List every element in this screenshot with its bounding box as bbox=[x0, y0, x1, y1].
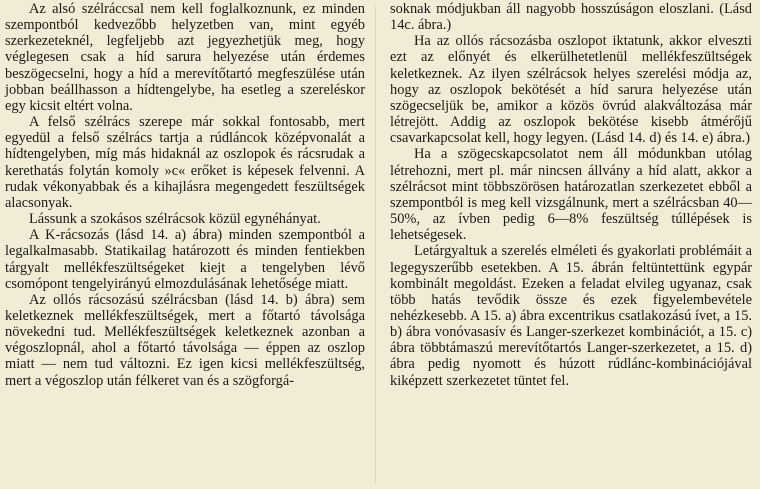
paragraph-continuation: soknak módjukban áll nagyobb hosszúságon eloszlani. (Lásd 14c. ábra.) bbox=[390, 1, 752, 34]
paragraph-scissor-bracing: Az ollós rácsozású szélrácsban (lásd 14. b) ábra) sem keletkeznek mellékfeszültségek, mert a főtartó távolsága növekedni tud. Mellékfeszültségek keletkeznek azonban a végoszlopnál, ahol a főtartó távolsága — éppen az oszlop miatt — nem tud változni. Ez igen kicsi mellékfeszültség, mert a végoszlop után félkeret van és a szögforgá- bbox=[5, 291, 365, 389]
paragraph-common-bracings-intro: Lássunk a szokásos szélrácsok közül egynéhányat. bbox=[29, 211, 321, 228]
left-column bbox=[5, 1, 365, 389]
paragraph-combined-solutions: Letárgyaltuk a szerelés elméleti és gyakorlati problémáit a legegyszerűbb esetekben. A 15. ábrán feltüntettünk egypár kombinált megoldást. Ezeken a feladat elvileg ugyanaz, csak több hatás tevődik össze és ezek figyelembevétele nehézkesebb. A 15. a) ábra excentrikus csatlakozású ívet, a 15. b) ábra vonóvasasív és Langer-szerkezet kombinációt, a 15. c) ábra többtámaszú merevítőtartós Langer-szerkezetet, a 15. d) ábra pedig nyomott és húzott rúdlánc-kombinációjával kiképzett szerkezetet tüntet fel. bbox=[390, 243, 752, 389]
right-column bbox=[390, 1, 752, 389]
column-gutter bbox=[375, 6, 376, 484]
paragraph-upper-wind-bracing: A felső szélrács szerepe már sokkal fontosabb, mert egyedül a felső szélrács tartja a rúdláncok középvonalát a hídtengelyben, míg más hidaknál az oszlopok és rácsrudak a kerethatás folytán komoly »c« erőket is képesek felvenni. A rudak vékonyabbak és a kihajlásra megengedett feszültségek alacsonyak. bbox=[5, 114, 365, 211]
paragraph-scissor-with-posts: Ha az ollós rácsozásba oszlopot iktatunk, akkor elveszti ezt az előnyét és elkerülhetetlenül mellékfeszültségek keletkeznek. Az ilyen szélrácsok helyes szerelési módja az, hogy az oszlopok bekötését a híd sarura helyezése után szögecseljük be, amikor a közös övrúd alakváltozása már létrejött. Addig az oszlopok bekötése kisebb átmérőjű csavarkapcsolat kell, hogy legyen. (Lásd 14. d) és 14. e) ábra.) bbox=[390, 33, 752, 147]
paragraph-k-bracing: A K-rácsozás (lásd 14. a) ábra) minden szempontból a legalkalmasabb. Statikailag határozott és minden fentiekben tárgyalt mellékfeszültségeket kiejt a tengelyben lévő csomópont tengelyirányú elmozdulásának lehetősége miatt. bbox=[5, 227, 365, 292]
paragraph-rivet-connection: Ha a szögecskapcsolatot nem áll módunkban utólag létrehozni, mert pl. már nincsen állvány a híd alatt, akkor a szélrácsot mint többszörösen határozatlan szerkezetet ebből a szempontból is meg kell vizsgálnunk, mert a szélrácsban 40—50%, az ívben pedig 6—8% feszültség túllépések is lehetségesek. bbox=[390, 146, 752, 244]
paragraph-lower-wind-bracing: Az alsó szélráccsal nem kell foglalkoznunk, ez minden szempontból kedvezőbb helyzetben van, mint egyéb szerkezeteknél, legfeljebb azt jegyezhetjük meg, hogy véglegesen csak a híd sarura helyezése után érdemes beszögecselni, hogy a híd a merevítőtartó megfeszülése után jobban beállhasson a hídtengelybe, ha esetleg a szereléskor egy kicsit eltért volna. bbox=[5, 1, 365, 114]
